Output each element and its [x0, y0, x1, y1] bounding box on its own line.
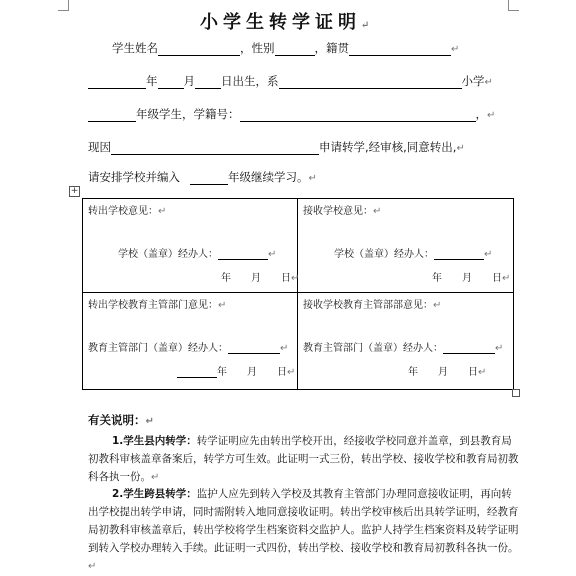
crop-mark-top-right — [508, 0, 519, 11]
cell-transfer-out-authority: 转出学校教育主管部门意见：↵ 教育主管部门（盖章）经办人： ↵ 年 月 日↵ — [88, 300, 296, 378]
date-label: 年 月 日 — [221, 273, 291, 284]
cell-receiving-school: 接收学校意见：↵ 学校（盖章）经办人： ↵ 年 月 日↵ — [303, 206, 511, 284]
table-move-handle[interactable]: + — [70, 186, 79, 196]
label-student-name: 学生姓名 — [112, 41, 158, 55]
field-school-name[interactable] — [279, 76, 462, 89]
field-handler-in-authority[interactable] — [443, 343, 495, 354]
opinion-table — [82, 198, 514, 390]
seal-label: 教育主管部门（盖章）经办人： — [88, 343, 228, 354]
field-birth-day[interactable] — [195, 76, 221, 89]
form-line-3: 年级学生，学籍号： ，↵ — [88, 106, 495, 122]
cell-transfer-out-school: 转出学校意见：↵ 学校（盖章）经办人： ↵ 年 月 日↵ — [88, 206, 300, 284]
label-gender: ，性别 — [240, 41, 275, 55]
field-reason[interactable] — [111, 142, 319, 155]
note-item-2: 2.学生跨县转学：监护人应先到转入学校及其教育主管部门办理同意接收证明，再向转出学校提出转学申请，同时需附转入地同意接收证明。转出学校审核后出具转学证明，经教育局初教科审核盖章后，转出学校将学生档案资料交监护人。监护人持学生档案资料及转学证明到转入学校办理转入手续。此证明一式四份，转出学校、接收学校和教育局初教科各执一份。↵ — [88, 488, 519, 572]
label-native-place: ，籍贯 — [314, 41, 349, 55]
cell-header: 接收学校教育主管部部意见： — [303, 300, 433, 311]
crop-mark-top-left — [58, 0, 69, 11]
field-gender[interactable] — [275, 43, 315, 56]
label-month: 月 — [183, 74, 195, 88]
field-handler-out-school[interactable] — [218, 249, 268, 260]
seal-label: 学校（盖章）经办人： — [118, 249, 218, 260]
label-grade-student-number: 年级学生，学籍号： — [136, 107, 240, 121]
page-title: 小学生转学证明↵ — [200, 12, 375, 33]
field-birth-year[interactable] — [88, 76, 146, 89]
field-handler-in-school[interactable] — [434, 249, 484, 260]
seal-label: 教育主管部门（盖章）经办人： — [303, 343, 443, 354]
form-line-5: 请安排学校并编入 年级继续学习。↵ — [88, 170, 317, 184]
note-item-1-text: 转学证明应先由转出学校开出，经接收学校同意并盖章，到县教育局初教科审核盖章备案后，转学方可生效。此证明一式三份，转出学校、接收学校和教育局初教科各执一份。 — [88, 435, 519, 483]
label-because: 现因 — [88, 140, 111, 154]
field-date-year-out-authority[interactable] — [177, 367, 217, 378]
note-item-2-label: 2.学生跨县转学： — [112, 488, 197, 500]
date-label: 年 月 日 — [432, 273, 502, 284]
field-target-grade[interactable] — [190, 172, 228, 185]
form-line-4: 现因 申请转学,经审核,同意转出,↵ — [88, 140, 465, 154]
label-apply-transfer: 申请转学,经审核,同意转出, — [319, 140, 457, 154]
notes-heading: 有关说明：↵ — [88, 413, 154, 427]
date-label: 年 月 日 — [408, 367, 478, 378]
table-resize-handle[interactable] — [512, 389, 520, 397]
note-item-1: 1.学生县内转学：转学证明应先由转出学校开出，经接收学校同意并盖章，到县教育局初教科审核盖章备案后，转学方可生效。此证明一式三份，转出学校、接收学校和教育局初教科各执一份。↵ — [88, 435, 519, 483]
cell-receiving-authority: 接收学校教育主管部部意见：↵ 教育主管部门（盖章）经办人： ↵ 年 月 日↵ — [303, 300, 504, 378]
cell-header: 转出学校意见： — [88, 206, 158, 217]
cell-header: 转出学校教育主管部门意见： — [88, 300, 218, 311]
field-grade[interactable] — [88, 109, 136, 122]
note-item-1-label: 1.学生县内转学： — [112, 435, 197, 447]
field-handler-out-authority[interactable] — [228, 343, 280, 354]
cell-header: 接收学校意见： — [303, 206, 373, 217]
seal-label: 学校（盖章）经办人： — [334, 249, 434, 260]
field-birth-month[interactable] — [158, 76, 184, 89]
note-item-2-text: 监护人应先到转入学校及其教育主管部门办理同意接收证明，再向转出学校提出转学申请，同时需附转入地同意接收证明。转出学校审核后出具转学证明，经教育局初教科审核盖章后，转出学校将学生档案资料交监护人。监护人持学生档案资料及转学证明到转入学校办理转入手续。此证明一式四份，转出学校、接收学校和教育局初教科各执一份。 — [88, 488, 519, 554]
form-line-2: 年 月 日出生，系 小学↵ — [88, 73, 493, 89]
label-arrange-school: 请安排学校并编入 — [88, 170, 180, 184]
field-native-place[interactable] — [349, 43, 451, 56]
date-label: 年 月 日 — [217, 367, 287, 378]
field-student-name[interactable] — [158, 43, 240, 56]
form-line-1: 学生姓名 ，性别 ，籍贯 ↵ — [112, 41, 460, 55]
label-day-born: 日出生，系 — [221, 74, 279, 88]
label-continue-study: 年级继续学习。 — [228, 170, 309, 184]
label-year: 年 — [146, 74, 158, 88]
label-primary-school: 小学 — [461, 74, 485, 88]
field-student-number[interactable] — [240, 109, 476, 122]
